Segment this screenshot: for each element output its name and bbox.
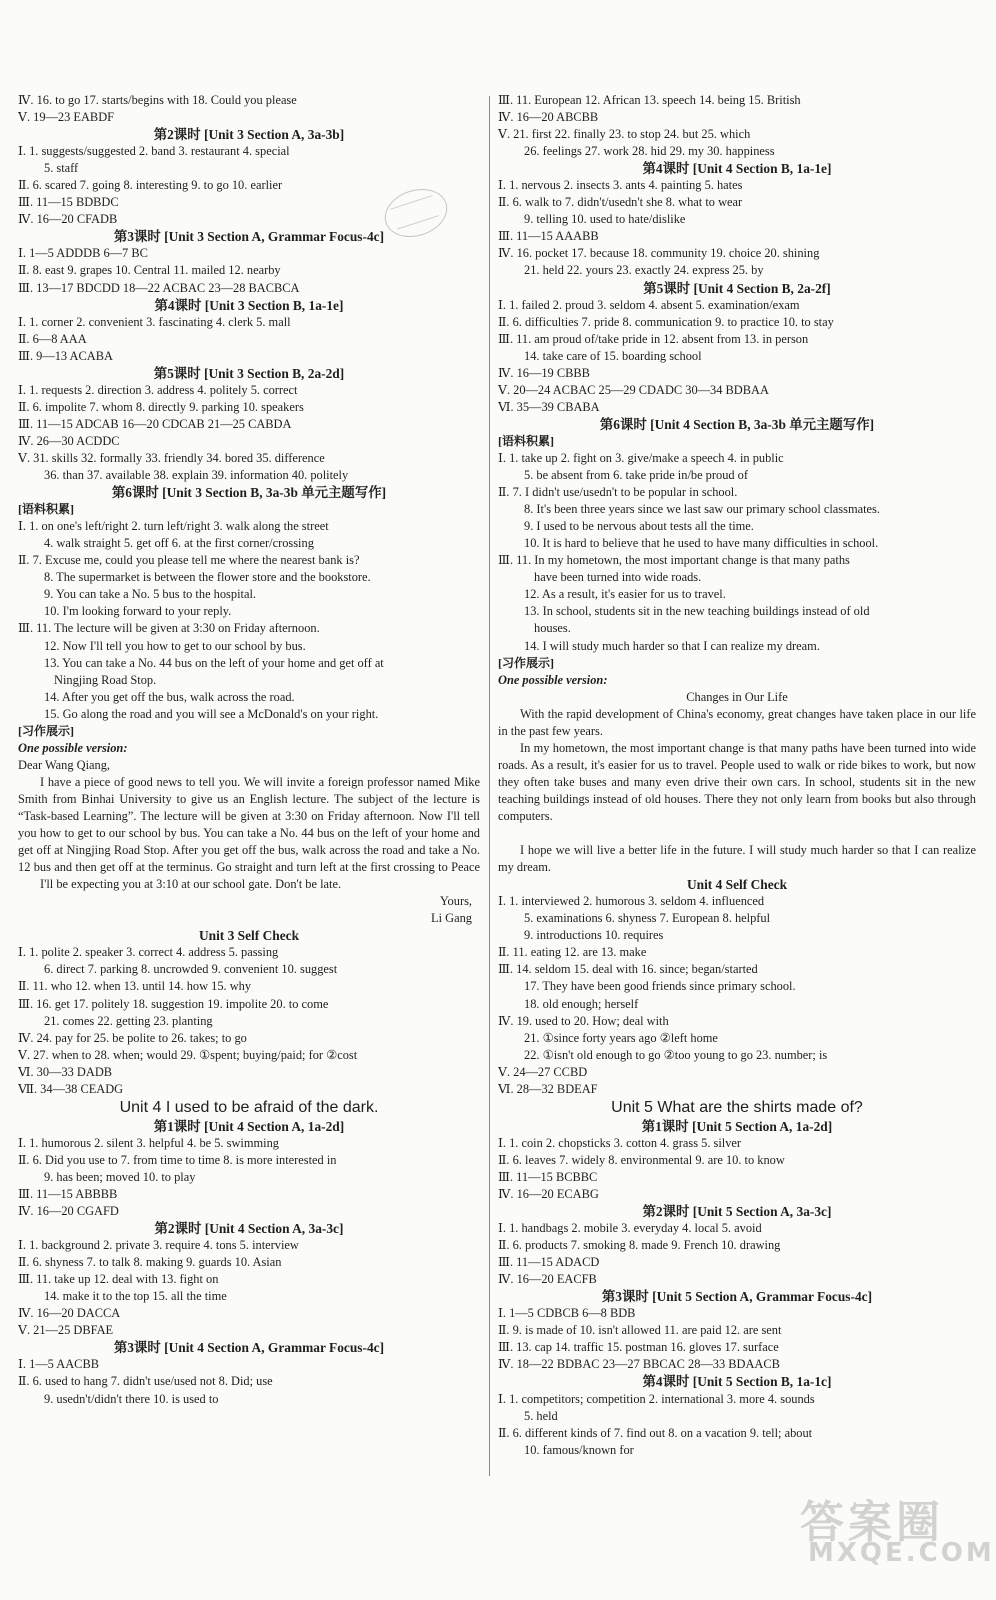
- section-heading: 第1课时 [Unit 5 Section A, 1a-2d]: [641, 1118, 833, 1134]
- answer-line: 15. Go along the road and you will see a McDonald's on your right.: [44, 706, 379, 721]
- answer-line: Ⅴ. 19—23 EABDF: [18, 110, 115, 125]
- answer-line: Ⅱ. 6. shyness 7. to talk 8. making 9. guards 10. Asian: [18, 1255, 282, 1270]
- answer-line: Ⅲ. 11. The lecture will be given at 3:30 on Friday afternoon.: [18, 621, 320, 636]
- answer-line: Dear Wang Qiang,: [18, 757, 111, 772]
- answer-line: Ⅰ. 1. polite 2. speaker 3. correct 4. address 5. passing: [18, 945, 279, 960]
- answer-line: Ⅴ. 20—24 ACBAC 25—29 CDADC 30—34 BDBAA: [498, 382, 769, 397]
- essay-paragraph: I have a piece of good news to tell you. We will invite a foreign professor named Mike Smith from Binhai University to give us an English lecture. The subject of the lecture is “Task-based Learning”. The lecture will be given at 3:30 on Friday afternoon. Now I'll tell you how to get to our school by bus. You can take a No. 44 bus on the left of your home and get off at Ningjing Road Stop. After you get off the bus, walk across the road and take a No. 12 bus and then get off at the terminus. Go straight and turn left at the first crossing to Peace: [18, 774, 480, 875]
- answer-line: Ⅱ. 6. Did you use to 7. from time to time 8. is more interested in: [18, 1152, 337, 1167]
- answer-line: 9. You can take a No. 5 bus to the hospital.: [44, 587, 256, 602]
- answer-line: Ⅴ. 31. skills 32. formally 33. friendly 34. bored 35. difference: [18, 450, 325, 465]
- answer-line: Ⅲ. 11—15 BCBBC: [498, 1169, 598, 1184]
- answer-line: have been turned into wide roads.: [534, 570, 702, 585]
- answer-line: Ⅲ. 13. cap 14. traffic 15. postman 16. gloves 17. surface: [498, 1340, 779, 1355]
- section-heading: 第1课时 [Unit 4 Section A, 1a-2d]: [153, 1118, 345, 1134]
- answer-line: Ⅲ. 11. take up 12. deal with 13. fight on: [18, 1272, 219, 1287]
- answer-line: Ⅲ. 11. In my hometown, the most important change is that many paths: [498, 553, 850, 568]
- essay-paragraph: With the rapid development of China's economy, great changes have taken place in our life in the past few years.: [498, 706, 976, 738]
- answer-line: Ⅰ. 1. background 2. private 3. require 4. tons 5. interview: [18, 1238, 299, 1253]
- answer-line: Ⅲ. 11—15 ADCAB 16—20 CDCAB 21—25 CABDA: [18, 416, 292, 431]
- column-divider: [489, 96, 490, 1476]
- answer-line: Ⅳ. 16—19 CBBB: [498, 365, 590, 380]
- answer-line: Ⅳ. 16. pocket 17. because 18. community 19. choice 20. shining: [498, 246, 820, 261]
- answer-line: Ⅰ. 1—5 ADDDB 6—7 BC: [18, 246, 148, 261]
- unit-title: Unit 5 What are the shirts made of?: [611, 1098, 863, 1116]
- answer-line: Ⅶ. 34—38 CEADG: [18, 1081, 124, 1096]
- answer-line: Ⅲ. 14. seldom 15. deal with 16. since; began/started: [498, 962, 758, 977]
- answer-line: Ⅳ. 16—20 DACCA: [18, 1306, 121, 1321]
- answer-line: Ⅵ. 30—33 DADB: [18, 1064, 113, 1079]
- answer-line: Ⅲ. 11—15 ADACD: [498, 1255, 600, 1270]
- answer-line: 5. held: [524, 1408, 558, 1423]
- answer-line: 9. usedn't/didn't there 10. is used to: [44, 1391, 219, 1406]
- answer-line: Ⅱ. 9. is made of 10. isn't allowed 11. are paid 12. are sent: [498, 1323, 782, 1338]
- answer-line: Ⅱ. 8. east 9. grapes 10. Central 11. mailed 12. nearby: [18, 263, 281, 278]
- answer-line: 9. introductions 10. requires: [524, 928, 664, 943]
- answer-line: Ⅲ. 11—15 BDBDC: [18, 195, 119, 210]
- answer-line: Ⅳ. 26—30 ACDDC: [18, 433, 120, 448]
- answer-line: houses.: [534, 621, 571, 636]
- answer-line: Ⅱ. 6—8 AAA: [18, 331, 87, 346]
- answer-line: Ⅲ. 13—17 BDCDD 18—22 ACBAC 23—28 BACBCA: [18, 280, 300, 295]
- answer-line: 14. I will study much harder so that I can realize my dream.: [524, 638, 820, 653]
- section-heading: 第3课时 [Unit 3 Section A, Grammar Focus-4c]: [113, 229, 385, 245]
- answer-line: Ⅰ. 1. competitors; competition 2. international 3. more 4. sounds: [498, 1391, 815, 1406]
- section-heading: 第2课时 [Unit 3 Section A, 3a-3b]: [153, 127, 345, 143]
- answer-key-page: [0, 92, 996, 1492]
- answer-line: Ⅰ. 1. interviewed 2. humorous 3. seldom 4. influenced: [498, 894, 765, 909]
- answer-line: 8. The supermarket is between the flower store and the bookstore.: [44, 570, 371, 585]
- answer-line: Ⅱ. 6. different kinds of 7. find out 8. on a vacation 9. tell; about: [498, 1425, 813, 1440]
- answer-line: Ⅱ. 6. difficulties 7. pride 8. communication 9. to practice 10. to stay: [498, 314, 834, 329]
- answer-line: Ⅳ. 24. pay for 25. be polite to 26. takes; to go: [18, 1030, 247, 1045]
- answer-line: Ⅱ. 7. I didn't use/usedn't to be popular in school.: [498, 485, 738, 500]
- answer-line: 5. be absent from 6. take pride in/be proud of: [524, 468, 748, 483]
- unit-title: Unit 4 I used to be afraid of the dark.: [119, 1098, 379, 1116]
- answer-line: 22. ①isn't old enough to go ②too young to go 23. number; is: [524, 1047, 828, 1062]
- answer-line: 14. take care of 15. boarding school: [524, 348, 702, 363]
- answer-line: Ⅰ. 1. humorous 2. silent 3. helpful 4. be 5. swimming: [18, 1135, 279, 1150]
- section-heading: 第4课时 [Unit 5 Section B, 1a-1c]: [642, 1374, 832, 1390]
- answer-line: Ⅱ. 6. impolite 7. whom 8. directly 9. parking 10. speakers: [18, 399, 304, 414]
- answer-line: Ⅳ. 16—20 CFADB: [18, 212, 118, 227]
- section-heading: 第6课时 [Unit 4 Section B, 3a-3b 单元主题写作]: [599, 416, 875, 432]
- answer-line: Ⅰ. 1. nervous 2. insects 3. ants 4. painting 5. hates: [498, 178, 743, 193]
- section-tag: [习作展示]: [498, 655, 554, 670]
- answer-line: Ⅰ. 1. requests 2. direction 3. address 4. politely 5. correct: [18, 382, 298, 397]
- answer-line: Ⅳ. 16. to go 17. starts/begins with 18. Could you please: [18, 93, 297, 107]
- answer-line: Ⅴ. 27. when to 28. when; would 29. ①spent; buying/paid; for ②cost: [18, 1047, 358, 1062]
- answer-line: 9. telling 10. used to hate/dislike: [524, 212, 686, 227]
- answer-line: 10. famous/known for: [524, 1442, 634, 1457]
- answer-line: Ⅳ. 16—20 CGAFD: [18, 1204, 119, 1219]
- section-heading: 第5课时 [Unit 4 Section B, 2a-2f]: [643, 280, 831, 296]
- answer-line: Ⅰ. 1. failed 2. proud 3. seldom 4. absent 5. examination/exam: [498, 297, 800, 312]
- answer-line: Ⅱ. 6. products 7. smoking 8. made 9. French 10. drawing: [498, 1238, 781, 1253]
- answer-line: 12. Now I'll tell you how to get to our school by bus.: [44, 638, 306, 653]
- answer-line: Ⅳ. 16—20 ABCBB: [498, 110, 599, 125]
- answer-line: Ⅰ. 1. corner 2. convenient 3. fascinating 4. clerk 5. mall: [18, 314, 291, 329]
- essay-paragraph: I hope we will live a better life in the future. I will study much harder so that I can realize my dream.: [498, 843, 976, 875]
- section-heading: 第6课时 [Unit 3 Section B, 3a-3b 单元主题写作]: [111, 485, 387, 501]
- section-heading: 第4课时 [Unit 4 Section B, 1a-1e]: [642, 161, 832, 177]
- answer-line: 21. ①since forty years ago ②left home: [524, 1030, 718, 1045]
- answer-line: 10. I'm looking forward to your reply.: [44, 604, 232, 619]
- answer-line: Ⅰ. 1. coin 2. chopsticks 3. cotton 4. grass 5. silver: [498, 1135, 742, 1150]
- answer-line: 10. It is hard to believe that he used to have many difficulties in school.: [524, 536, 879, 551]
- answer-line: Ⅲ. 11—15 AAABB: [498, 229, 599, 244]
- answer-line: Ⅲ. 9—13 ACABA: [18, 348, 113, 363]
- answer-line: 5. staff: [44, 161, 79, 176]
- answer-line: Ⅰ. 1—5 AACBB: [18, 1357, 99, 1372]
- letter-signoff: Yours,: [439, 894, 472, 909]
- left-column: [18, 92, 480, 1408]
- section-tag: [语料积累]: [18, 502, 74, 517]
- answer-line: Ⅲ. 11—15 ABBBB: [18, 1186, 118, 1201]
- answer-line: Ⅰ. 1. suggests/suggested 2. band 3. restaurant 4. special: [18, 144, 290, 159]
- sample-label: One possible version:: [18, 740, 128, 755]
- answer-line: 36. than 37. available 38. explain 39. information 40. politely: [44, 468, 349, 483]
- answer-line: Ⅳ. 19. used to 20. How; deal with: [498, 1013, 669, 1028]
- answer-line: Ⅴ. 21. first 22. finally 23. to stop 24. but 25. which: [498, 127, 751, 142]
- answer-line: Ⅳ. 16—20 EACFB: [498, 1272, 597, 1287]
- answer-line: Ⅰ. 1. on one's left/right 2. turn left/right 3. walk along the street: [18, 519, 329, 534]
- section-heading: 第4课时 [Unit 3 Section B, 1a-1e]: [154, 297, 344, 313]
- essay-title: Changes in Our Life: [686, 689, 788, 704]
- answer-line: Ⅱ. 6. used to hang 7. didn't use/used not 8. Did; use: [18, 1374, 273, 1389]
- answer-line: 26. feelings 27. work 28. hid 29. my 30. happiness: [524, 144, 775, 159]
- section-heading: 第2课时 [Unit 5 Section A, 3a-3c]: [642, 1204, 832, 1220]
- answer-line: 8. It's been three years since we last saw our primary school classmates.: [524, 502, 880, 517]
- section-heading: 第5课时 [Unit 3 Section B, 2a-2d]: [153, 365, 345, 381]
- answer-line: 12. As a result, it's easier for us to travel.: [524, 587, 726, 602]
- section-heading: Unit 3 Self Check: [198, 928, 300, 944]
- section-tag: [习作展示]: [18, 723, 74, 738]
- answer-line: Ⅰ. 1—5 CDBCB 6—8 BDB: [498, 1306, 636, 1321]
- answer-line: Ⅱ. 6. scared 7. going 8. interesting 9. to go 10. earlier: [18, 178, 283, 193]
- answer-line: Ⅳ. 18—22 BDBAC 23—27 BBCAC 28—33 BDAACB: [498, 1357, 780, 1372]
- answer-line: Ⅱ. 11. who 12. when 13. until 14. how 15. why: [18, 979, 252, 994]
- section-heading: 第2课时 [Unit 4 Section A, 3a-3c]: [154, 1221, 344, 1237]
- answer-line: Ⅴ. 21—25 DBFAE: [18, 1323, 114, 1338]
- answer-line: 6. direct 7. parking 8. uncrowded 9. convenient 10. suggest: [44, 962, 338, 977]
- answer-line: 21. comes 22. getting 23. planting: [44, 1013, 213, 1028]
- section-heading: Unit 4 Self Check: [686, 877, 788, 893]
- answer-line: 18. old enough; herself: [524, 996, 639, 1011]
- answer-line: 14. After you get off the bus, walk across the road.: [44, 689, 295, 704]
- essay-paragraph: In my hometown, the most important change is that many paths have been turned into wide roads. As a result, it's easier for us to travel. People used to walk or ride bikes to work, but now they often take buses and many even drive their own cars. In school, students sit in the new teaching buildings instead of old houses. There they not only learn from books but also through computers.: [498, 740, 976, 823]
- answer-line: Ⅳ. 16—20 ECABG: [498, 1186, 599, 1201]
- right-column: [498, 92, 976, 1459]
- section-heading: 第3课时 [Unit 5 Section A, Grammar Focus-4c]: [601, 1289, 873, 1305]
- answer-line: Ⅴ. 24—27 CCBD: [498, 1064, 588, 1079]
- answer-line: Ⅰ. 1. take up 2. fight on 3. give/make a speech 4. in public: [498, 450, 784, 465]
- answer-line: Ⅲ. 16. get 17. politely 18. suggestion 19. impolite 20. to come: [18, 996, 329, 1011]
- answer-line: 17. They have been good friends since primary school.: [524, 979, 796, 994]
- answer-line: 9. I used to be nervous about tests all the time.: [524, 519, 754, 534]
- answer-line: Ⅱ. 7. Excuse me, could you please tell me where the nearest bank is?: [18, 553, 360, 568]
- answer-line: Ⅱ. 6. walk to 7. didn't/usedn't she 8. what to wear: [498, 195, 743, 210]
- answer-line: Ⅵ. 35—39 CBABA: [498, 399, 600, 414]
- answer-line: 4. walk straight 5. get off 6. at the first corner/crossing: [44, 536, 314, 551]
- essay-paragraph: I'll be expecting you at 3:10 at our school gate. Don't be late.: [40, 877, 342, 892]
- answer-line: Ⅲ. 11. am proud of/take pride in 12. absent from 13. in person: [498, 331, 809, 346]
- site-watermark-logo: 答案圈 MXQE.COM: [800, 1497, 995, 1568]
- answer-line: Ⅵ. 28—32 BDEAF: [498, 1081, 598, 1096]
- answer-line: 21. held 22. yours 23. exactly 24. express 25. by: [524, 263, 764, 278]
- section-heading: 第3课时 [Unit 4 Section A, Grammar Focus-4c]: [113, 1340, 385, 1356]
- answer-line: Ⅰ. 1. handbags 2. mobile 3. everyday 4. local 5. avoid: [498, 1221, 762, 1236]
- answer-line: Ningjing Road Stop.: [54, 672, 157, 687]
- answer-line: 13. In school, students sit in the new teaching buildings instead of old: [524, 604, 870, 619]
- section-tag: [语料积累]: [498, 433, 554, 448]
- answer-line: 5. examinations 6. shyness 7. European 8. helpful: [524, 911, 771, 926]
- answer-line: 14. make it to the top 15. all the time: [44, 1289, 227, 1304]
- answer-line: 9. has been; moved 10. to play: [44, 1169, 196, 1184]
- answer-line: Ⅱ. 11. eating 12. are 13. make: [498, 945, 647, 960]
- sample-label: One possible version:: [498, 672, 608, 687]
- answer-line: Ⅲ. 11. European 12. African 13. speech 14. being 15. British: [498, 93, 801, 107]
- answer-line: 13. You can take a No. 44 bus on the left of your home and get off at: [44, 655, 384, 670]
- answer-line: Ⅱ. 6. leaves 7. widely 8. environmental 9. are 10. to know: [498, 1152, 785, 1167]
- letter-signoff: Li Gang: [431, 911, 472, 926]
